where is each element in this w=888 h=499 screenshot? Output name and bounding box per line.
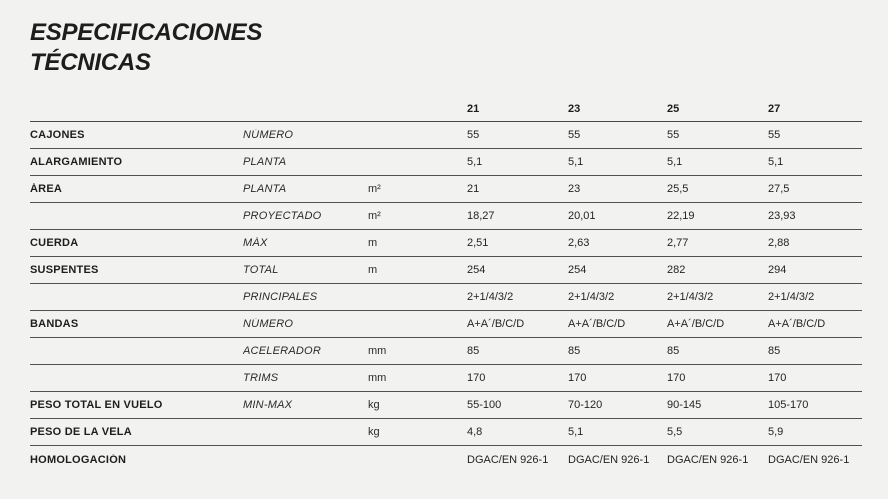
row-value-size-25: 90-145 xyxy=(667,399,702,411)
page-title-line2: TÉCNICAS xyxy=(30,49,151,76)
row-value-size-27: 294 xyxy=(768,264,787,276)
row-value-size-27: 55 xyxy=(768,129,781,141)
row-value-size-27: 85 xyxy=(768,345,781,357)
row-value-size-21: 55-100 xyxy=(467,399,502,411)
table-row xyxy=(30,257,862,284)
row-label: ÁREA xyxy=(30,183,63,195)
row-label: ALARGAMIENTO xyxy=(30,156,123,168)
row-value-size-23: 170 xyxy=(568,372,587,384)
row-value-size-27: 5,1 xyxy=(768,156,784,168)
row-label: PESO TOTAL EN VUELO xyxy=(30,399,163,411)
row-value-size-25: DGAC/EN 926-1 xyxy=(667,453,749,466)
row-sublabel: TRIMS xyxy=(243,372,279,384)
size-header-row xyxy=(30,96,862,122)
row-label: HOMOLOGACIÓN xyxy=(30,453,127,466)
table-row xyxy=(30,176,862,203)
table-row xyxy=(30,446,862,473)
row-value-size-25: 5,5 xyxy=(667,426,683,438)
size-header-27: 27 xyxy=(768,102,781,115)
row-value-size-21: 5,1 xyxy=(467,156,483,168)
row-value-size-25: 5,1 xyxy=(667,156,683,168)
row-value-size-23: A+A´/B/C/D xyxy=(568,318,626,330)
row-value-size-23: 85 xyxy=(568,345,581,357)
row-value-size-27: A+A´/B/C/D xyxy=(768,318,826,330)
row-value-size-27: 5,9 xyxy=(768,426,784,438)
row-value-size-23: 254 xyxy=(568,264,587,276)
row-sublabel: NÚMERO xyxy=(243,129,294,141)
row-sublabel: TOTAL xyxy=(243,264,279,276)
table-row xyxy=(30,284,862,311)
row-value-size-21: 170 xyxy=(467,372,486,384)
row-sublabel: MIN-MAX xyxy=(243,399,293,411)
table-row xyxy=(30,365,862,392)
row-value-size-27: 27,5 xyxy=(768,183,790,195)
table-row xyxy=(30,149,862,176)
table-row xyxy=(30,203,862,230)
row-value-size-25: 282 xyxy=(667,264,686,276)
row-value-size-27: 2,88 xyxy=(768,237,790,249)
row-value-size-27: 170 xyxy=(768,372,787,384)
row-value-size-23: 5,1 xyxy=(568,426,584,438)
row-value-size-23: 55 xyxy=(568,129,581,141)
table-row xyxy=(30,392,862,419)
row-value-size-21: 2,51 xyxy=(467,237,489,249)
row-unit: kg xyxy=(368,399,380,411)
row-unit: m² xyxy=(368,183,381,195)
table-row xyxy=(30,419,862,446)
row-value-size-21: A+A´/B/C/D xyxy=(467,318,525,330)
row-label: CUERDA xyxy=(30,237,79,249)
row-value-size-25: 55 xyxy=(667,129,680,141)
row-value-size-23: 2,63 xyxy=(568,237,590,249)
row-label: BANDAS xyxy=(30,318,79,330)
row-value-size-23: 23 xyxy=(568,183,581,195)
row-value-size-23: 2+1/4/3/2 xyxy=(568,291,615,303)
row-unit: m xyxy=(368,264,378,276)
spec-table xyxy=(30,96,862,473)
row-value-size-25: 25,5 xyxy=(667,183,689,195)
row-value-size-23: DGAC/EN 926-1 xyxy=(568,453,650,466)
row-sublabel: ACELERADOR xyxy=(243,345,321,357)
row-unit: m xyxy=(368,237,378,249)
row-value-size-21: DGAC/EN 926-1 xyxy=(467,453,549,466)
row-sublabel: NÚMERO xyxy=(243,318,294,330)
row-value-size-27: 105-170 xyxy=(768,399,809,411)
row-value-size-23: 5,1 xyxy=(568,156,584,168)
row-value-size-21: 2+1/4/3/2 xyxy=(467,291,514,303)
row-value-size-21: 55 xyxy=(467,129,480,141)
row-label: CAJONES xyxy=(30,129,85,141)
size-header-23: 23 xyxy=(568,102,581,115)
table-row xyxy=(30,230,862,257)
row-value-size-27: 2+1/4/3/2 xyxy=(768,291,815,303)
page-title-line1: ESPECIFICACIONES xyxy=(30,19,263,46)
row-value-size-25: 22,19 xyxy=(667,210,695,222)
table-row xyxy=(30,338,862,365)
table-row xyxy=(30,311,862,338)
row-value-size-21: 254 xyxy=(467,264,486,276)
row-value-size-27: DGAC/EN 926-1 xyxy=(768,453,850,466)
row-sublabel: PRINCIPALES xyxy=(243,291,318,303)
row-value-size-21: 85 xyxy=(467,345,480,357)
row-value-size-25: 170 xyxy=(667,372,686,384)
size-header-25: 25 xyxy=(667,102,680,115)
row-unit: m² xyxy=(368,210,381,222)
row-value-size-25: 2+1/4/3/2 xyxy=(667,291,714,303)
page-title xyxy=(0,0,888,78)
row-sublabel: PROYECTADO xyxy=(243,210,322,222)
row-label: SUSPENTES xyxy=(30,264,99,276)
row-sublabel: PLANTA xyxy=(243,183,287,195)
row-unit: kg xyxy=(368,426,380,438)
row-unit: mm xyxy=(368,372,387,384)
row-value-size-21: 18,27 xyxy=(467,210,495,222)
row-value-size-23: 70-120 xyxy=(568,399,603,411)
row-sublabel: PLANTA xyxy=(243,156,287,168)
row-value-size-25: 85 xyxy=(667,345,680,357)
table-row xyxy=(30,122,862,149)
row-value-size-27: 23,93 xyxy=(768,210,796,222)
size-header-21: 21 xyxy=(467,102,480,115)
row-value-size-25: 2,77 xyxy=(667,237,689,249)
row-value-size-25: A+A´/B/C/D xyxy=(667,318,725,330)
row-label: PESO DE LA VELA xyxy=(30,426,132,438)
row-value-size-21: 4,8 xyxy=(467,426,483,438)
row-value-size-21: 21 xyxy=(467,183,480,195)
row-value-size-23: 20,01 xyxy=(568,210,596,222)
row-sublabel: MÁX xyxy=(243,237,268,249)
row-unit: mm xyxy=(368,345,387,357)
